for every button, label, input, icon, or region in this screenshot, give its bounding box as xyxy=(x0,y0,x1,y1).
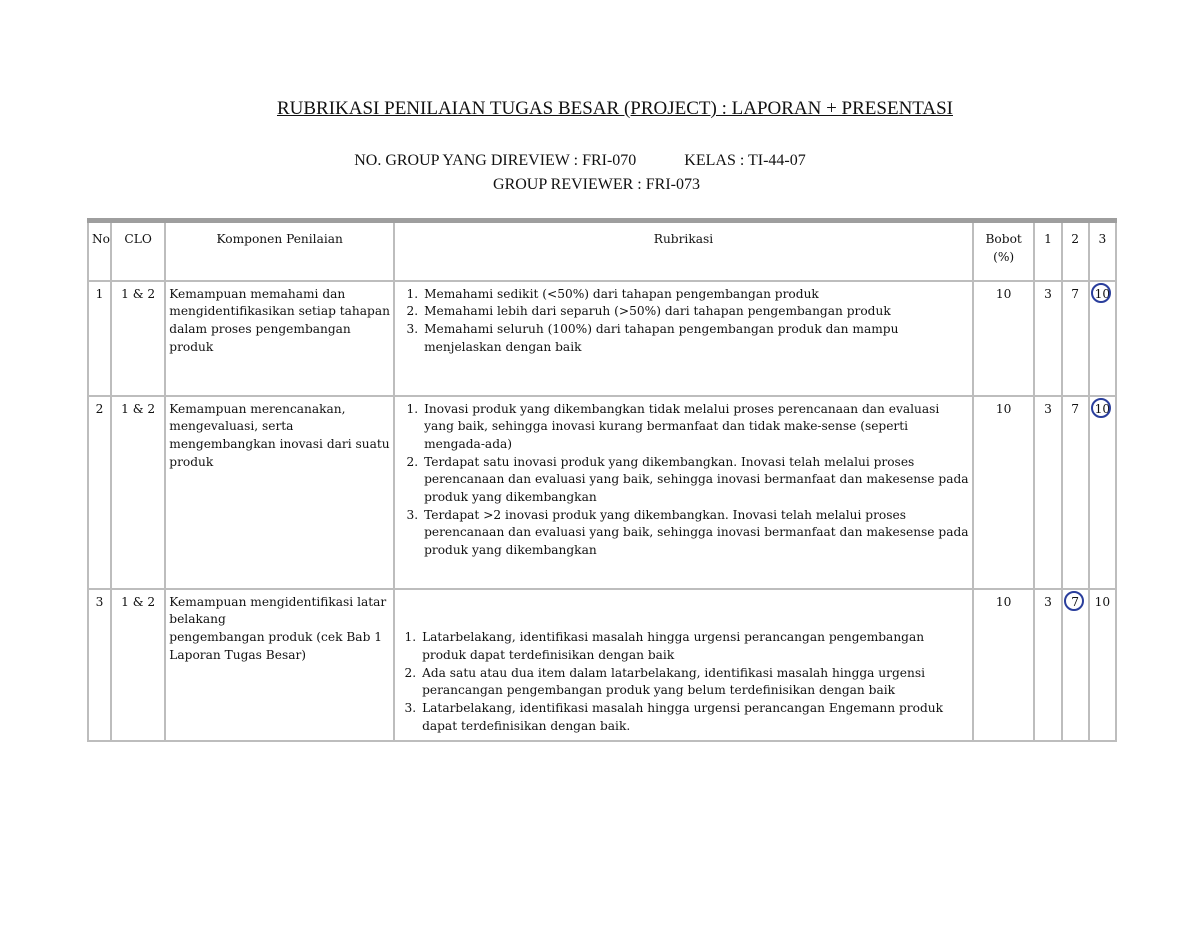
row-clo: 1 & 2 xyxy=(111,589,165,741)
row-bobot: 10 xyxy=(973,281,1035,396)
score-value: 7 xyxy=(1071,594,1080,609)
row-rubrikasi xyxy=(394,281,973,396)
row-no: 3 xyxy=(88,589,111,741)
row-no: 1 xyxy=(88,281,111,396)
row-bobot: 10 xyxy=(973,589,1035,741)
rubric-item: 3. Terdapat >2 inovasi produk yang dikembangkan. Inovasi telah melalui proses perencanaan dan evaluasi yang baik, sehingga inovasi bermanfaat dan makesense pada produk yang dikembangkan xyxy=(422,507,969,560)
header-score-2: 2 xyxy=(1062,221,1089,281)
row-rubrikasi xyxy=(394,396,973,589)
selected-score-circle xyxy=(1095,401,1111,419)
score-value: 10 xyxy=(1094,286,1111,301)
selected-score-circle xyxy=(1071,594,1079,612)
row-bobot: 10 xyxy=(973,396,1035,589)
header-score-1: 1 xyxy=(1034,221,1061,281)
selected-score-circle xyxy=(1095,286,1111,304)
table-row xyxy=(88,589,1116,741)
row-score-1: 3 xyxy=(1034,589,1061,741)
row-komponen: Kemampuan memahami dan mengidentifikasikan setiap tahapan dalam proses pengembangan produk xyxy=(165,281,394,396)
komponen-line: pengembangan produk (cek Bab 1 Laporan Tugas Besar) xyxy=(169,629,383,662)
row-score-3 xyxy=(1089,396,1116,589)
row-komponen: Kemampuan merencanakan, mengevaluasi, serta mengembangkan inovasi dari suatu produk xyxy=(165,396,394,589)
row-score-3: 10 xyxy=(1089,589,1116,741)
rubric-item: 1. Inovasi produk yang dikembangkan tidak melalui proses perencanaan dan evaluasi yang baik, sehingga inovasi kurang bermanfaat dan tidak make-sense (seperti mengada-ada) xyxy=(422,401,969,454)
group-info-line: NO. GROUP YANG DIREVIEW : FRI-070 KELAS : TI-44-07 xyxy=(354,152,806,169)
table-row xyxy=(88,281,1116,396)
reviewer-info-line: GROUP REVIEWER : FRI-073 xyxy=(493,176,700,193)
header-komponen: Komponen Penilaian xyxy=(165,221,394,281)
rubric-item: 2. Memahami lebih dari separuh (>50%) dari tahapan pengembangan produk xyxy=(422,303,969,321)
row-clo: 1 & 2 xyxy=(111,281,165,396)
row-score-2: 7 xyxy=(1062,396,1089,589)
row-rubrikasi xyxy=(394,589,973,741)
rubric-item: 3. Memahami seluruh (100%) dari tahapan pengembangan produk dan mampu menjelaskan dengan baik xyxy=(422,321,969,356)
circle-mark xyxy=(1064,591,1084,611)
row-komponen xyxy=(165,589,394,741)
header-no: No xyxy=(88,221,111,281)
row-score-2 xyxy=(1062,589,1089,741)
header-bobot: Bobot (%) xyxy=(973,221,1035,281)
rubric-item: 2. Terdapat satu inovasi produk yang dikembangkan. Inovasi telah melalui proses perencanaan dan evaluasi yang baik, sehingga inovasi bermanfaat dan makesense pada produk yang dikembangkan xyxy=(422,454,969,507)
row-no: 2 xyxy=(88,396,111,589)
rubric-item: 2. Ada satu atau dua item dalam latarbelakang, identifikasi masalah hingga urgensi perancangan pengembangan produk yang belum terdefinisikan dengan baik xyxy=(420,665,969,700)
rubric-item: 1. Memahami sedikit (<50%) dari tahapan pengembangan produk xyxy=(422,286,969,304)
rubric-item: 1. Latarbelakang, identifikasi masalah hingga urgensi perancangan pengembangan produk dapat terdefinisikan dengan baik xyxy=(420,629,969,664)
row-clo: 1 & 2 xyxy=(111,396,165,589)
header-rubrikasi: Rubrikasi xyxy=(394,221,973,281)
table-row xyxy=(88,396,1116,589)
row-score-1: 3 xyxy=(1034,281,1061,396)
komponen-line: Kemampuan mengidentifikasi latar belakang xyxy=(169,594,387,627)
row-score-2: 7 xyxy=(1062,281,1089,396)
rubric-item: 3. Latarbelakang, identifikasi masalah hingga urgensi perancangan Engemann produk dapat terdefinisikan dengan baik. xyxy=(420,700,969,735)
header-row xyxy=(88,221,1116,281)
row-score-1: 3 xyxy=(1034,396,1061,589)
score-value: 10 xyxy=(1094,401,1111,416)
rubric-table xyxy=(87,218,1117,742)
document-title: RUBRIKASI PENILAIAN TUGAS BESAR (PROJECT) : LAPORAN + PRESENTASI xyxy=(276,98,953,119)
row-score-3 xyxy=(1089,281,1116,396)
header-clo: CLO xyxy=(111,221,165,281)
header-score-3: 3 xyxy=(1089,221,1116,281)
